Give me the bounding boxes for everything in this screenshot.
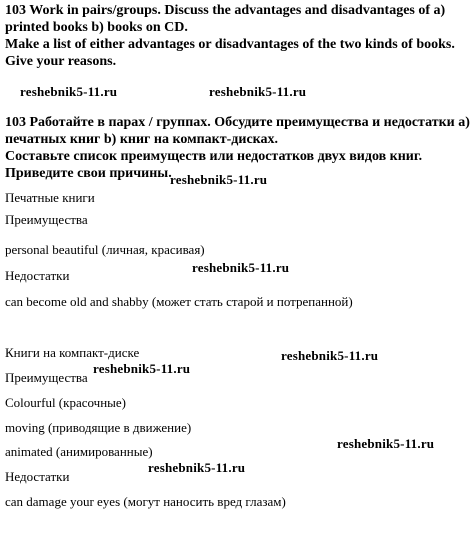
watermark-text: reshebnik5-11.ru <box>148 460 246 475</box>
cd-advantages-label: Преимущества <box>5 370 88 385</box>
printed-books-heading: Печатные книги <box>5 190 95 205</box>
printed-disadvantages-label: Недостатки <box>5 268 70 283</box>
cd-books-heading: Книги на компакт-диске <box>5 345 140 360</box>
cd-advantage-item-3: animated (анимированные) <box>5 444 153 459</box>
task-russian-line-2: печатных книг b) книг на компакт-дисках. <box>5 132 279 147</box>
watermark-text: reshebnik5-11.ru <box>209 84 307 99</box>
watermark-text: reshebnik5-11.ru <box>93 361 191 376</box>
cd-advantage-item-1: Colourful (красочные) <box>5 395 126 410</box>
watermark-text: reshebnik5-11.ru <box>192 260 290 275</box>
watermark-text: reshebnik5-11.ru <box>281 348 379 363</box>
cd-disadvantages-label: Недостатки <box>5 469 70 484</box>
printed-disadvantage-item: can become old and shabby (может стать старой и потрепанной) <box>5 294 353 309</box>
task-english-line-3: Make a list of either advantages or disadvantages of the two kinds of books. <box>5 37 455 52</box>
task-english-line-1: 103 Work in pairs/groups. Discuss the advantages and disadvantages of a) <box>5 3 446 18</box>
printed-advantages-label: Преимущества <box>5 212 88 227</box>
printed-advantage-item: personal beautiful (личная, красивая) <box>5 242 205 257</box>
cd-advantage-item-2: moving (приводящие в движение) <box>5 420 192 435</box>
task-english <box>5 2 455 70</box>
task-russian-line-3: Составьте список преимуществ или недостатков двух видов книг. <box>5 149 423 164</box>
cd-disadvantage-item: can damage your eyes (могут наносить вред глазам) <box>5 494 286 509</box>
task-russian-line-1: 103 Работайте в парах / группах. Обсудите преимущества и недостатки а) <box>5 115 470 130</box>
task-english-line-4: Give your reasons. <box>5 54 117 69</box>
watermark-text: reshebnik5-11.ru <box>20 84 118 99</box>
watermark-text: reshebnik5-11.ru <box>170 172 268 187</box>
task-russian-line-4: Приведите свои причины. <box>5 166 172 181</box>
watermark-text: reshebnik5-11.ru <box>337 436 435 451</box>
task-english-line-2: printed books b) books on CD. <box>5 20 188 35</box>
